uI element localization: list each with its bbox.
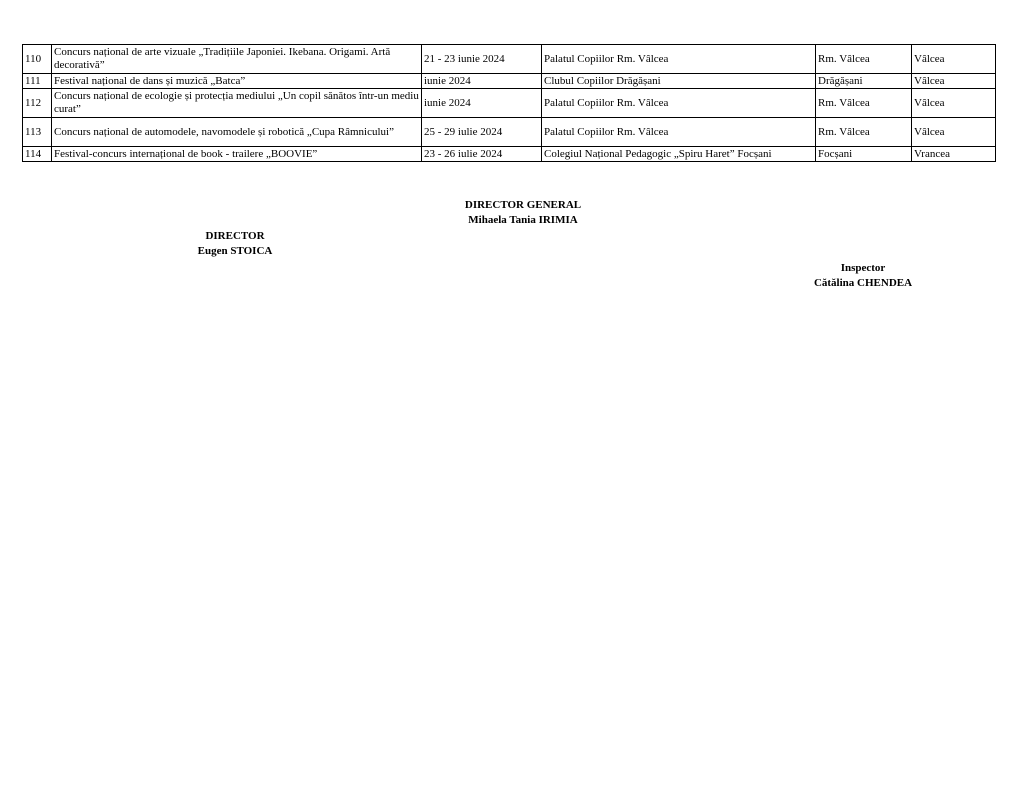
row-number: 113: [23, 118, 52, 147]
table-row: [23, 89, 996, 118]
row-number: 112: [23, 89, 52, 118]
signature-title: Inspector: [840, 262, 886, 274]
event-name: Festival-concurs internațional de book - trailere „BOOVIE”: [52, 147, 422, 162]
signature-name: Cătălina CHENDEA: [813, 277, 913, 289]
event-city: Rm. Vâlcea: [816, 118, 912, 147]
row-number: 110: [23, 45, 52, 74]
signature-title: DIRECTOR GENERAL: [464, 199, 582, 211]
signature-director: [150, 229, 320, 259]
event-city: Focșani: [816, 147, 912, 162]
event-period: 21 - 23 iunie 2024: [422, 45, 542, 74]
event-name: Concurs național de automodele, navomodele și robotică „Cupa Râmnicului”: [52, 118, 422, 147]
event-county: Vâlcea: [912, 74, 996, 89]
event-period: iunie 2024: [422, 74, 542, 89]
event-period: 23 - 26 iulie 2024: [422, 147, 542, 162]
event-organizer: Palatul Copiilor Rm. Vâlcea: [542, 45, 816, 74]
table-row: [23, 74, 996, 89]
event-organizer: Clubul Copiilor Drăgășani: [542, 74, 816, 89]
signature-inspector: [780, 261, 946, 291]
signature-name: Eugen STOICA: [197, 245, 273, 257]
table-row: [23, 45, 996, 74]
event-name: Concurs național de arte vizuale „Tradițiile Japoniei. Ikebana. Origami. Artă decorativă”: [52, 45, 422, 74]
signature-director-general: [420, 198, 626, 228]
row-number: 111: [23, 74, 52, 89]
event-organizer: Palatul Copiilor Rm. Vâlcea: [542, 118, 816, 147]
table-row: [23, 118, 996, 147]
event-name: Festival național de dans și muzică „Batca”: [52, 74, 422, 89]
event-name: Concurs național de ecologie și protecția mediului „Un copil sănătos într-un mediu curat”: [52, 89, 422, 118]
event-city: Rm. Vâlcea: [816, 89, 912, 118]
event-county: Vrancea: [912, 147, 996, 162]
event-organizer: Colegiul Național Pedagogic „Spiru Haret” Focșani: [542, 147, 816, 162]
event-organizer: Palatul Copiilor Rm. Vâlcea: [542, 89, 816, 118]
event-county: Vâlcea: [912, 118, 996, 147]
event-period: 25 - 29 iulie 2024: [422, 118, 542, 147]
signature-title: DIRECTOR: [205, 230, 265, 242]
event-city: Drăgășani: [816, 74, 912, 89]
table-row: [23, 147, 996, 162]
signature-name: Mihaela Tania IRIMIA: [468, 214, 578, 226]
event-county: Vâlcea: [912, 45, 996, 74]
event-county: Vâlcea: [912, 89, 996, 118]
row-number: 114: [23, 147, 52, 162]
event-city: Rm. Vâlcea: [816, 45, 912, 74]
events-table: [22, 44, 996, 162]
event-period: iunie 2024: [422, 89, 542, 118]
